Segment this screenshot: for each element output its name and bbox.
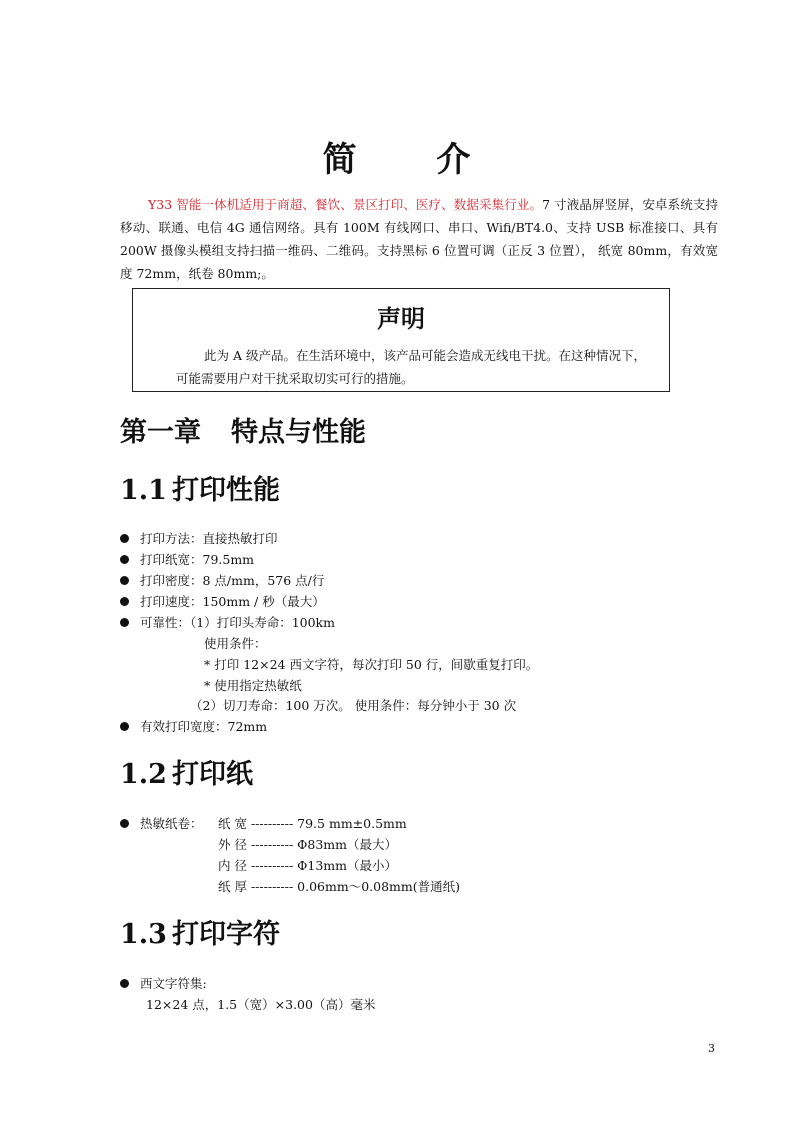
charset-detail: 12×24 点，1.5（宽）×3.00（高）毫米 xyxy=(146,997,376,1012)
condition-item: * 打印 12×24 西文字符，每次打印 50 行，间歇重复打印。 xyxy=(204,657,539,672)
list-item-text: 打印速度：150mm / 秒（最大） xyxy=(140,594,325,609)
section-title: 打印性能 xyxy=(172,475,280,506)
list-item-text: 打印纸宽：79.5mm xyxy=(140,552,255,567)
list-item xyxy=(120,530,278,548)
bullet-icon xyxy=(120,979,129,988)
section-heading xyxy=(120,757,253,793)
chapter-title: 特点与性能 xyxy=(231,417,366,448)
paper-spec-row: 纸 厚 ---------- 0.06mm～0.08mm(普通纸) xyxy=(218,879,460,894)
condition-item: * 使用指定热敏纸 xyxy=(204,678,302,693)
page-number: 3 xyxy=(708,1042,715,1055)
intro-paragraph xyxy=(120,193,718,285)
page-title: 简 介 xyxy=(322,140,505,180)
list-item xyxy=(120,718,267,736)
list-item-text: 打印方法：直接热敏打印 xyxy=(140,531,278,546)
list-item xyxy=(120,815,203,833)
list-item xyxy=(120,975,207,993)
chapter-heading xyxy=(120,415,366,451)
section-number: 1.2 xyxy=(120,759,167,790)
bullet-icon xyxy=(120,534,129,543)
chapter-number: 第一章 xyxy=(120,417,201,448)
section-number: 1.3 xyxy=(120,919,167,950)
bullet-icon xyxy=(120,819,129,828)
list-item xyxy=(120,572,324,590)
paper-spec-row: 纸 宽 ---------- 79.5 mm±0.5mm xyxy=(218,816,407,831)
section-number: 1.1 xyxy=(120,475,167,506)
list-item xyxy=(120,551,254,569)
paper-spec-row: 内 径 ---------- Φ13mm（最小） xyxy=(218,858,398,873)
list-item-text: 西文字符集: xyxy=(140,976,207,991)
notice-text: 此为 A 级产品。在生活环境中，该产品可能会造成无线电干扰。在这种情况下，可能需要用户对干扰采取切实可行的措施。 xyxy=(176,348,646,386)
section-title: 打印纸 xyxy=(172,759,253,790)
paper-label: 热敏纸卷： xyxy=(140,816,203,831)
list-item-text: 有效打印宽度：72mm xyxy=(140,719,268,734)
section-title: 打印字符 xyxy=(172,919,280,950)
bullet-icon xyxy=(120,555,129,564)
section-heading xyxy=(120,473,280,509)
bullet-icon xyxy=(120,722,129,731)
intro-text: 7 寸液晶屏竖屏，安卓系统支持移动、联通、电信 4G 通信网络。具有 100M 有线网口、串口、Wifi/BT4.0、支持 USB 标准接口、具有 200W 摄像头模组支持扫描一维码、二维码。支持黑标 6 位置可调（正反 3 位置）， 纸宽 80mm，有效宽度 72mm，纸卷 80mm;。 xyxy=(120,197,718,281)
section-heading xyxy=(120,917,280,953)
bullet-icon xyxy=(120,576,129,585)
notice-title: 声明 xyxy=(377,305,425,333)
list-item-text: 打印密度：8 点/mm，576 点/行 xyxy=(140,573,325,588)
notice-box xyxy=(132,288,670,392)
intro-highlight: Y33 智能一体机适用于商超、餐饮、景区打印、医疗、数据采集行业。 xyxy=(148,197,543,212)
bullet-icon xyxy=(120,618,129,627)
paper-spec-row: 外 径 ---------- Φ83mm（最大） xyxy=(218,837,398,852)
list-item-text: 可靠性：（1）打印头寿命：100km xyxy=(140,615,335,630)
list-item xyxy=(120,614,335,632)
bullet-icon xyxy=(120,597,129,606)
list-item xyxy=(120,593,325,611)
conditions-label: 使用条件： xyxy=(204,636,267,651)
cutter-life: （2）切刀寿命：100 万次。 使用条件：每分钟小于 30 次 xyxy=(190,698,517,713)
